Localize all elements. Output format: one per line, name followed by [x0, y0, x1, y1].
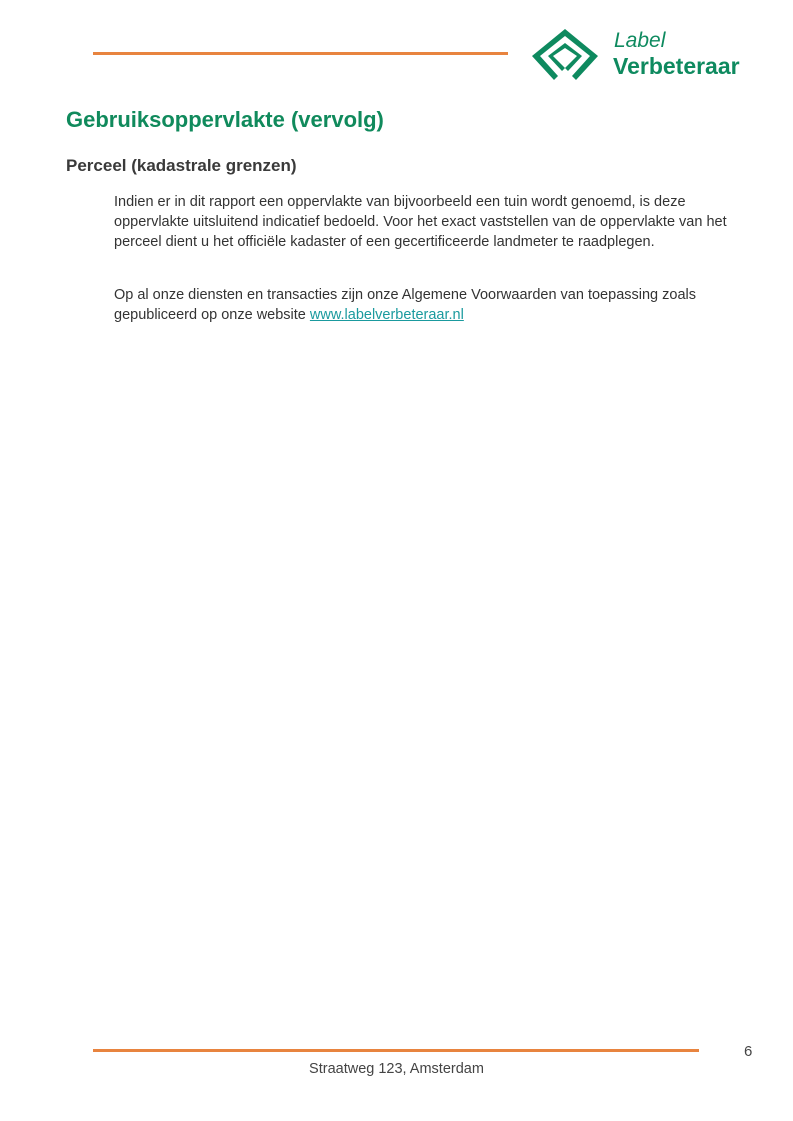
website-link[interactable]: www.labelverbeteraar.nl — [309, 307, 464, 323]
brand-logo — [528, 26, 768, 84]
footer-address: Straatweg 123, Amsterdam — [309, 1061, 484, 1077]
section-title: Perceel (kadastrale grenzen) — [66, 156, 297, 175]
footer-divider — [93, 1049, 699, 1052]
paragraph-terms — [114, 285, 744, 325]
page-number: 6 — [744, 1043, 753, 1060]
house-logo-icon — [528, 26, 602, 84]
page-title: Gebruiksoppervlakte (vervolg) — [66, 107, 384, 132]
logo-text-label: Label — [614, 29, 666, 52]
header-divider — [93, 52, 508, 55]
paragraph-perceel-disclaimer: Indien er in dit rapport een oppervlakte van bijvoorbeeld een tuin wordt genoemd, is deze oppervlakte uitsluitend indicatief bedoeld. Voor het exact vaststellen van de oppervlakte van het perceel dient u het officiële kadaster of een gecertificeerde landmeter te raadplegen. — [114, 194, 727, 250]
paragraph-terms-text: Op al onze diensten en transacties zijn onze Algemene Voorwaarden van toepassing zoals gepubliceerd op onze website — [114, 287, 696, 323]
logo-text-verbeteraar: Verbeteraar — [613, 53, 740, 79]
